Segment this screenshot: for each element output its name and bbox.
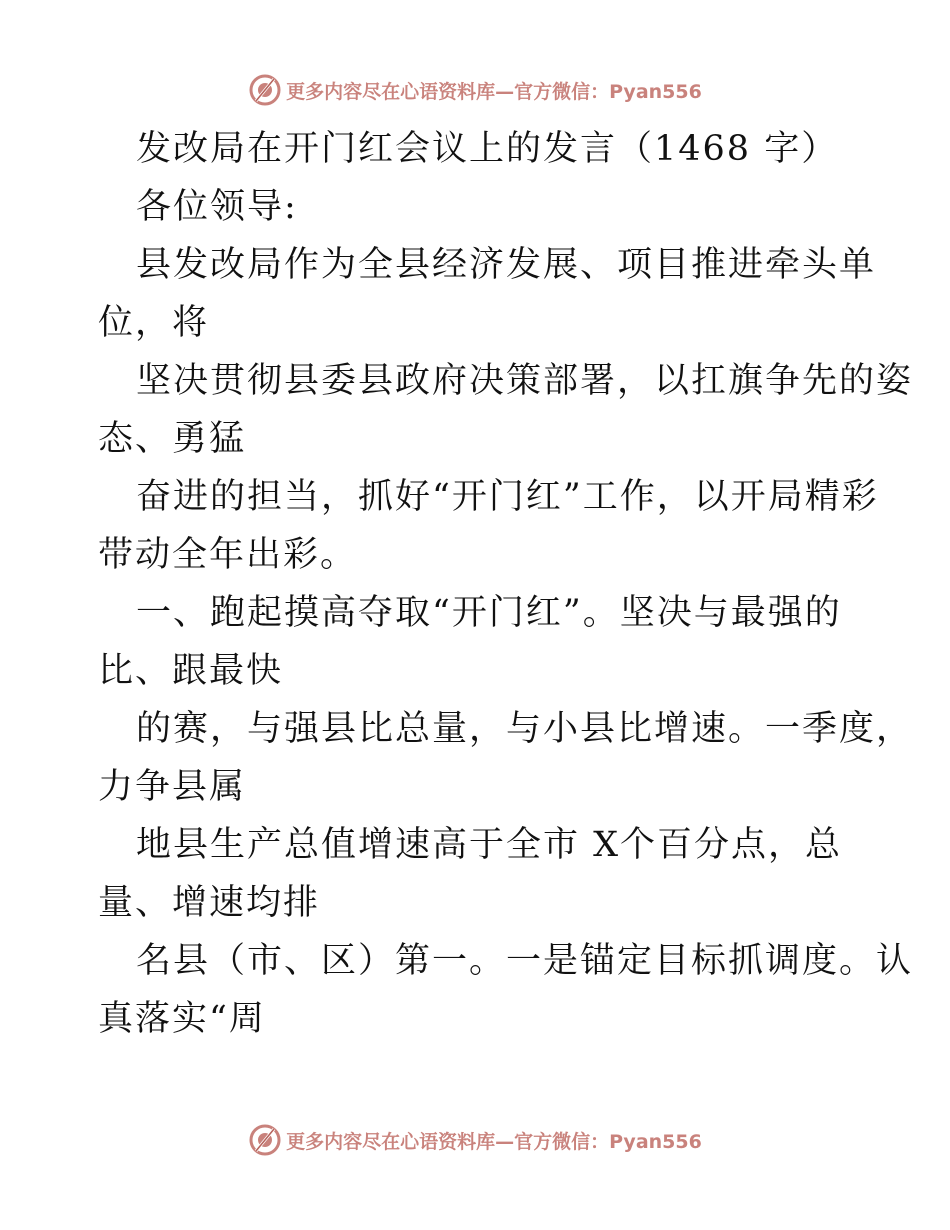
document-line: 各位领导: bbox=[136, 187, 298, 227]
document-body bbox=[98, 120, 914, 1048]
brush-logo-icon bbox=[248, 73, 282, 107]
document-line: 一、跑起摸高夺取“开门红”。坚决与最强的 bbox=[136, 593, 842, 633]
footer-banner bbox=[0, 1120, 950, 1160]
document-line: 坚决贯彻县委县政府决策部署，以扛旗争先的姿 bbox=[136, 361, 914, 401]
document-line: 发改局在开门红会议上的发言（1468 字） bbox=[136, 129, 839, 169]
document-line: 量、增速均排 bbox=[98, 883, 321, 923]
document-line: 地县生产总值增速高于全市 X个百分点，总 bbox=[136, 825, 843, 865]
document-line: 真落实“周 bbox=[98, 999, 266, 1039]
document-line: 名县（市、区）第一。一是锚定目标抓调度。认 bbox=[136, 941, 914, 981]
brush-logo-icon bbox=[248, 1123, 282, 1157]
document-line: 态、勇猛 bbox=[98, 419, 247, 459]
document-line: 力争县属 bbox=[98, 767, 247, 807]
document-line: 县发改局作为全县经济发展、项目推进牵头单 bbox=[136, 245, 877, 285]
document-line: 比、跟最快 bbox=[98, 651, 284, 691]
document-line: 位，将 bbox=[98, 303, 210, 343]
banner-text: 更多内容尽在心语资料库—官方微信：Pyan556 bbox=[286, 1130, 702, 1153]
document-line: 带动全年出彩。 bbox=[98, 535, 358, 575]
banner-text: 更多内容尽在心语资料库—官方微信：Pyan556 bbox=[286, 80, 702, 103]
document-line: 奋进的担当，抓好“开门红”工作，以开局精彩 bbox=[136, 477, 879, 517]
document-line: 的赛，与强县比总量，与小县比增速。一季度， bbox=[136, 709, 914, 749]
header-banner bbox=[0, 70, 950, 110]
